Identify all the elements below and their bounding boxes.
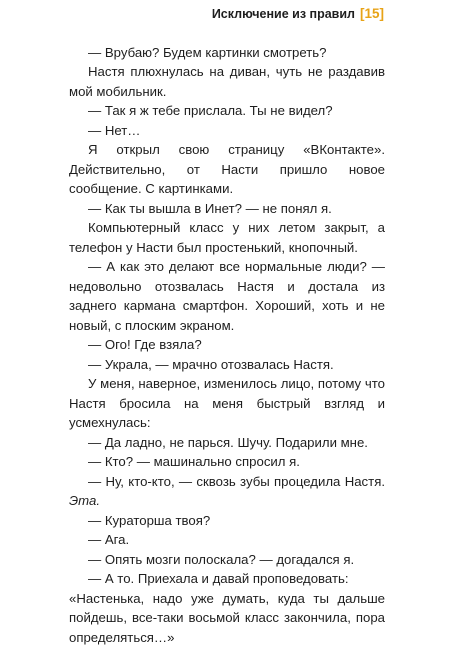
- paragraph: — Так я ж тебе прислала. Ты не видел?: [69, 101, 385, 121]
- paragraph: [69, 472, 385, 511]
- paragraph: Настя плюхнулась на диван, чуть не раздавив мой мобильник.: [69, 62, 385, 101]
- paragraph: — Кураторша твоя?: [69, 511, 385, 531]
- paragraph: — А как это делают все нормальные люди? — недовольно отозвалась Настя и достала из заднего кармана смартфон. Хороший, хоть и не новый, с плоским экраном.: [69, 257, 385, 335]
- paragraph: — Опять мозги полоскала? — догадался я.: [69, 550, 385, 570]
- paragraph: «Настенька, надо уже думать, куда ты дальше пойдешь, все-таки восьмой класс закончила, пора определяться…»: [69, 589, 385, 647]
- paragraph-text: — Ну, кто-кто, — сквозь зубы процедила Настя.: [88, 474, 385, 489]
- paragraph: — Ага.: [69, 530, 385, 550]
- chapter-title: Исключение из правил: [212, 6, 355, 22]
- running-head: [212, 6, 384, 22]
- italic-emphasis: Эта.: [69, 493, 100, 508]
- paragraph: — Украла, — мрачно отозвалась Настя.: [69, 355, 385, 375]
- paragraph: — Как ты вышла в Инет? — не понял я.: [69, 199, 385, 219]
- paragraph: — А то. Приехала и давай проповедовать:: [69, 569, 385, 589]
- paragraph: — Да ладно, не парься. Шучу. Подарили мне.: [69, 433, 385, 453]
- paragraph: Компьютерный класс у них летом закрыт, а телефон у Насти был простенький, кнопочный.: [69, 218, 385, 257]
- paragraph: — Нет…: [69, 121, 385, 141]
- paragraph: У меня, наверное, изменилось лицо, потому что Настя бросила на меня быстрый взгляд и усмехнулась:: [69, 374, 385, 433]
- paragraph: Я открыл свою страницу «ВКонтакте». Действительно, от Насти пришло новое сообщение. С картинками.: [69, 140, 385, 199]
- paragraph: — Ого! Где взяла?: [69, 335, 385, 355]
- page-number: [15]: [360, 6, 384, 22]
- paragraph: — Кто? — машинально спросил я.: [69, 452, 385, 472]
- body-text: [69, 43, 385, 647]
- paragraph: — Врубаю? Будем картинки смотреть?: [69, 43, 385, 63]
